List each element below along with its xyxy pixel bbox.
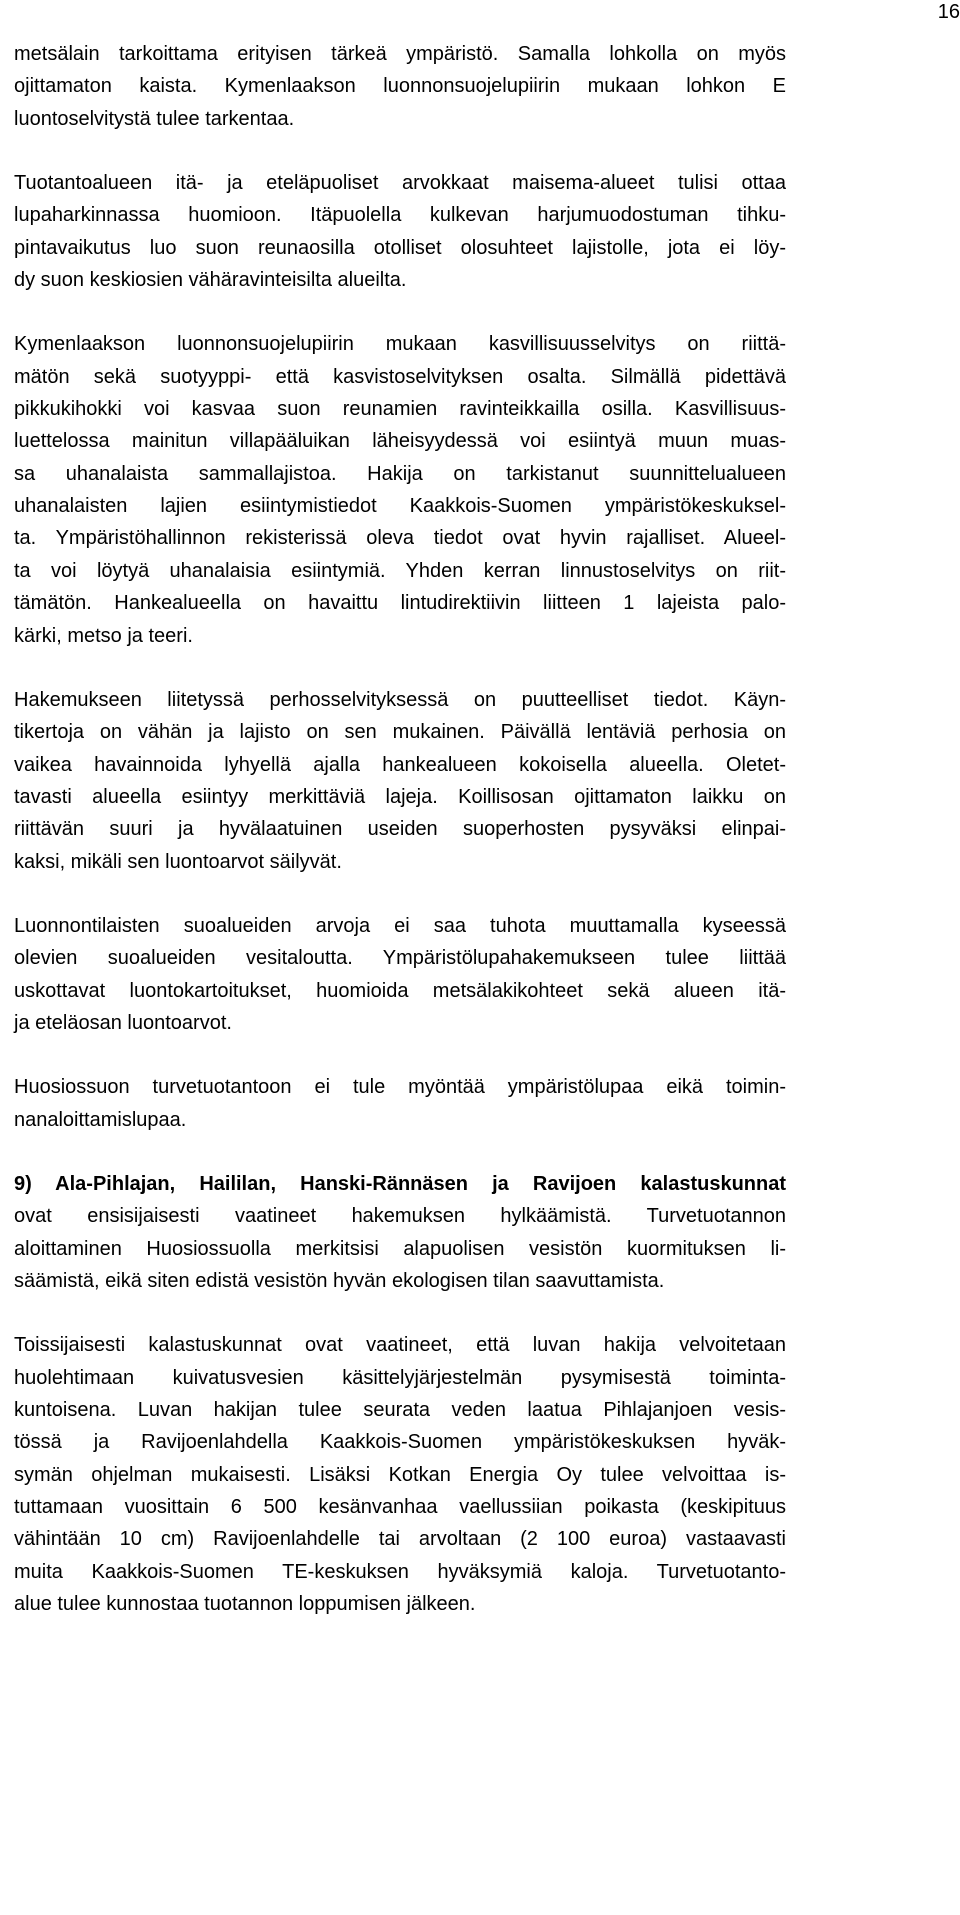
text-line: lupaharkinnassa huomioon. Itäpuolella kulkevan harjumuodostuman tihku- [14,204,786,227]
text-line: Tuotantoalueen itä- ja eteläpuoliset arvokkaat maisema-alueet tulisi ottaa [14,172,786,195]
text-line: tämätön. Hankealueella on havaittu lintudirektiivin liitteen 1 lajeista palo- [14,592,786,615]
text-line: aloittaminen Huosiossuolla merkitsisi alapuolisen vesistön kuormituksen li- [14,1237,786,1260]
text-line: Toissijaisesti kalastuskunnat ovat vaatineet, että luvan hakija velvoitetaan [14,1334,786,1357]
text-line: ojittamaton kaista. Kymenlaakson luonnonsuojelupiirin mukaan lohkon E [14,75,786,98]
text-line: Luonnontilaisten suoalueiden arvoja ei saa tuhota muuttamalla kyseessä [14,914,786,937]
text-line: ta voi löytyä uhanalaisia esiintymiä. Yhden kerran linnustoselvitys on riit- [14,559,786,582]
page-number: 16 [937,1,960,23]
paragraph-gap [14,1039,786,1071]
text-line: uhanalaisten lajien esiintymistiedot Kaakkois-Suomen ympäristökeskuksel- [14,495,786,518]
text-line: ja eteläosan luontoarvot. [14,1011,232,1034]
paragraph [14,328,786,651]
text-line: luettelossa mainitun villapääluikan läheisyydessä voi esiintyä muun muas- [14,430,786,453]
text-line: huolehtimaan kuivatusvesien käsittelyjärjestelmän pysymisestä toiminta- [14,1366,786,1389]
text-line: kärki, metso ja teeri. [14,624,193,647]
text-line: sa uhanalaista sammallajistoa. Hakija on tarkistanut suunnittelualueen [14,462,786,485]
text-line: tuttamaan vuosittain 6 500 kesänvanhaa vaellussiian poikasta (keskipituus [14,1496,786,1519]
paragraph [14,38,786,135]
paragraph [14,167,786,296]
text-line: kaksi, mikäli sen luontoarvot säilyvät. [14,850,342,873]
text-line: pintavaikutus luo suon reunaosilla otolliset olosuhteet lajistolle, jota ei löy- [14,236,786,259]
paragraph-gap [14,652,786,684]
text-line: Huosiossuon turvetuotantoon ei tule myöntää ympäristölupaa eikä toimin- [14,1076,786,1099]
text-line: tavasti alueella esiintyy merkittäviä lajeja. Koillisosan ojittamaton laikku on [14,785,786,808]
paragraph-gap [14,1136,786,1168]
text-line: muita Kaakkois-Suomen TE-keskuksen hyväksymiä kaloja. Turvetuotanto- [14,1560,786,1583]
text-line: symän ohjelman mukaisesti. Lisäksi Kotkan Energia Oy tulee velvoittaa is- [14,1463,786,1486]
paragraph-gap [14,1297,786,1329]
section-heading: 9) Ala-Pihlajan, Haililan, Hanski-Rännäsen ja Ravijoen kalastuskunnat [14,1172,786,1195]
paragraph [14,910,786,1039]
document-body [14,38,786,1620]
text-line: alue tulee kunnostaa tuotannon loppumisen jälkeen. [14,1593,476,1616]
text-line: pikkukihokki voi kasvaa suon reunamien ravinteikkailla osilla. Kasvillisuus- [14,398,786,421]
paragraph [14,1329,786,1620]
paragraph-gap [14,135,786,167]
text-line: vaikea havainnoida lyhyellä ajalla hankealueen kokoisella alueella. Oletet- [14,753,786,776]
paragraph-gap [14,296,786,328]
text-line: kuntoisena. Luvan hakijan tulee seurata veden laatua Pihlajanjoen vesis- [14,1399,786,1422]
text-line: dy suon keskiosien vähäravinteisilta alueilta. [14,269,407,292]
text-line: olevien suoalueiden vesitaloutta. Ympäristölupahakemukseen tulee liittää [14,947,786,970]
text-line: luontoselvitystä tulee tarkentaa. [14,107,295,130]
text-line: metsälain tarkoittama erityisen tärkeä ympäristö. Samalla lohkolla on myös [14,43,786,65]
text-line: uskottavat luontokartoitukset, huomioida metsälakikohteet sekä alueen itä- [14,979,786,1002]
text-line: nanaloittamislupaa. [14,1108,187,1131]
text-line: Kymenlaakson luonnonsuojelupiirin mukaan kasvillisuusselvitys on riittä- [14,333,786,356]
text-line: Hakemukseen liitetyssä perhosselvityksessä on puutteelliset tiedot. Käyn- [14,688,786,711]
paragraph [14,1071,786,1136]
paragraph [14,1168,786,1297]
text-line: säämistä, eikä siten edistä vesistön hyvän ekologisen tilan saavuttamista. [14,1270,665,1292]
text-line: ta. Ympäristöhallinnon rekisterissä oleva tiedot ovat hyvin rajalliset. Alueel- [14,527,786,550]
text-line: mätön sekä suotyyppi- että kasvistoselvityksen osalta. Silmällä pidettävä [14,365,786,388]
text-line: tikertoja on vähän ja lajisto on sen mukainen. Päivällä lentäviä perhosia on [14,721,786,744]
text-line: tössä ja Ravijoenlahdella Kaakkois-Suomen ympäristökeskuksen hyväk- [14,1431,786,1454]
paragraph-gap [14,878,786,910]
text-line: riittävän suuri ja hyvälaatuinen useiden suoperhosten pysyväksi elinpai- [14,818,786,841]
text-line: ovat ensisijaisesti vaatineet hakemuksen hylkäämistä. Turvetuotannon [14,1205,786,1228]
paragraph [14,684,786,878]
text-line: vähintään 10 cm) Ravijoenlahdelle tai arvoltaan (2 100 euroa) vastaavasti [14,1528,786,1551]
